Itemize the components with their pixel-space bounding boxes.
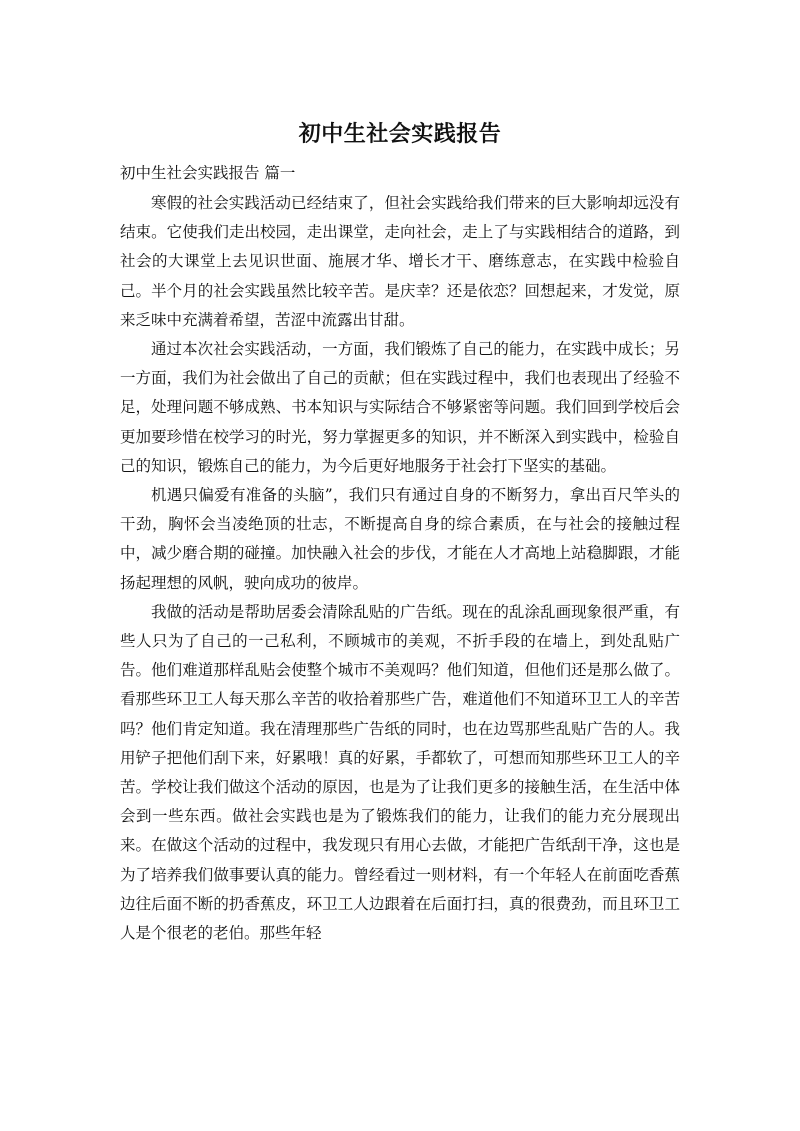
document-body	[120, 189, 680, 948]
document-title: 初中生社会实践报告	[298, 122, 502, 147]
paragraph: 我做的活动是帮助居委会清除乱贴的广告纸。现在的乱涂乱画现象很严重，有些人只为了自己的一己私利，不顾城市的美观，不折手段的在墙上，到处乱贴广告。他们难道那样乱贴会使整个城市不美观吗？他们知道，但他们还是那么做了。看那些环卫工人每天那么辛苦的收拾着那些广告，难道他们不知道环卫工人的辛苦吗？他们肯定知道。我在清理那些广告纸的同时，也在边骂那些乱贴广告的人。我用铲子把他们刮下来，好累哦！真的好累，手都软了，可想而知那些环卫工人的辛苦。学校让我们做这个活动的原因，也是为了让我们更多的接触生活，在生活中体会到一些东西。做社会实践也是为了锻炼我们的能力，让我们的能力充分展现出来。在做这个活动的过程中，我发现只有用心去做，才能把广告纸刮干净，这也是为了培养我们做事要认真的能力。曾经看过一则材料，有一个年轻人在前面吃香蕉边往后面不断的扔香蕉皮，环卫工人边跟着在后面打扫，真的很费劲，而且环卫工人是个很老的老伯。那些年轻	[120, 602, 680, 943]
paragraph: 寒假的社会实践活动已经结束了，但社会实践给我们带来的巨大影响却远没有结束。它使我们走出校园，走出课堂，走向社会，走上了与实践相结合的道路，到社会的大课堂上去见识世面、施展才华、增长才干、磨练意志，在实践中检验自己。半个月的社会实践虽然比较辛苦。是庆幸？还是依恋？回想起来，才发觉，原来乏味中充满着希望，苦涩中流露出甘甜。	[120, 194, 680, 329]
paragraph: 机遇只偏爱有准备的头脑”，我们只有通过自身的不断努力，拿出百尺竿头的干劲，胸怀会当凌绝顶的壮志，不断提高自身的综合素质，在与社会的接触过程中，减少磨合期的碰撞。加快融入社会的步伐，才能在人才高地上站稳脚跟，才能扬起理想的风帆，驶向成功的彼岸。	[120, 486, 680, 592]
paragraph: 通过本次社会实践活动，一方面，我们锻炼了自己的能力，在实践中成长；另一方面，我们为社会做出了自己的贡献；但在实践过程中，我们也表现出了经验不足，处理问题不够成熟、书本知识与实际结合不够紧密等问题。我们回到学校后会更加要珍惜在校学习的时光，努力掌握更多的知识，并不断深入到实践中，检验自己的知识，锻炼自己的能力，为今后更好地服务于社会打下坚实的基础。	[120, 340, 680, 475]
section-heading: 初中生社会实践报告 篇一	[120, 164, 296, 182]
